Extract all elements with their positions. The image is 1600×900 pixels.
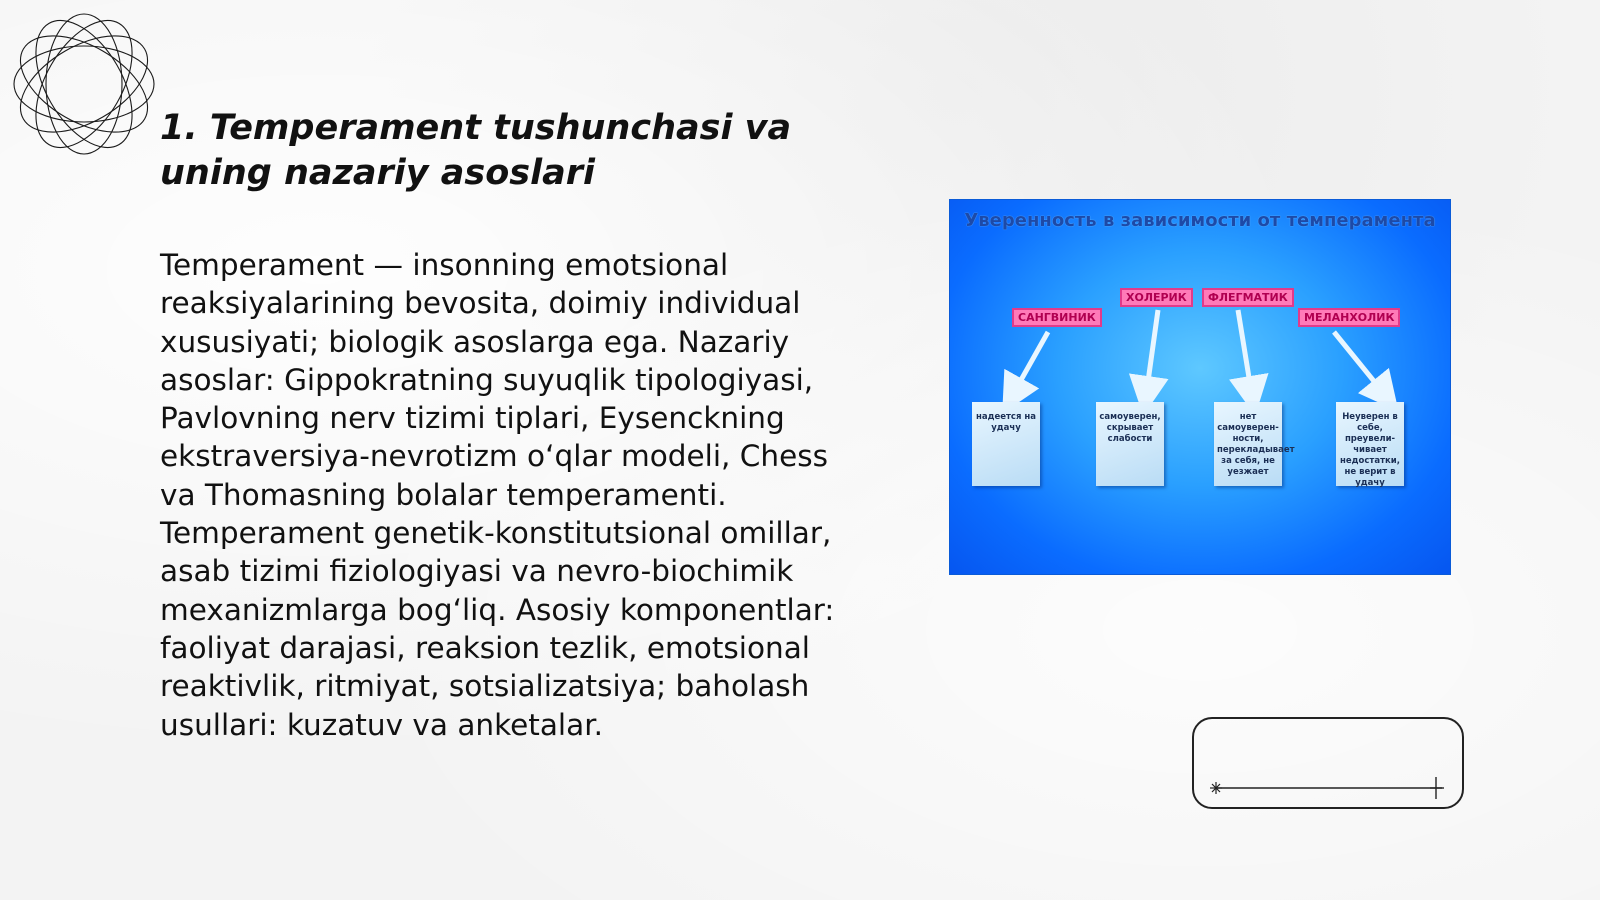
diagram-note-melancholic: Неуверен в себе, преувели-чивает недостатки, не верит в удачу [1336, 402, 1404, 486]
slide-body-text: Temperament — insonning emotsional reaksiyalarining bevosita, doimiy individual xususiyati; biologik asoslarga ega. Nazariy asoslar: Gippokratning suyuqlik tipologiyasi, Pavlovning nerv tizimi tiplari, Eysenckning ekstraversiya-nevrotizm o‘qlar modeli, Chess va Thomasning bolalar temperamenti. Temperament genetik-konstitutsional omillar, asab tizimi fiziologiyasi va nevro-biochimik mexanizmlarga bog‘liq. Asosiy komponentlar: faoliyat darajasi, reaksion tezlik, emotsional reaktivlik, ritmiyat, sotsializatsiya; baholash usullari: kuzatuv va anketalar. [160, 248, 835, 742]
diagram-label-melancholic: МЕЛАНХОЛИК [1298, 308, 1400, 327]
diagram-label-phlegmatic: ФЛЕГМАТИК [1202, 288, 1294, 307]
decorative-timeline-box [1192, 717, 1464, 809]
diagram-note-phlegmatic: нет самоуверен-ности, перекладывает за себя, не уезжает [1214, 402, 1282, 486]
diagram-arrows [950, 200, 1450, 574]
slide-title: 1. Temperament tushunchasi va uning nazariy asoslari [160, 108, 792, 193]
diagram-note-choleric: самоуверен, скрывает слабости [1096, 402, 1164, 486]
timeline-slider-icon [1194, 719, 1462, 807]
temperament-diagram-image [950, 200, 1450, 574]
diagram-label-choleric: ХОЛЕРИК [1120, 288, 1193, 307]
diagram-title: Уверенность в зависимости от темперамента [964, 210, 1436, 231]
diagram-note-sanguine: надеется на удачу [972, 402, 1040, 486]
diagram-label-sanguine: САНГВИНИК [1012, 308, 1102, 327]
orbit-rings-icon [10, 10, 158, 158]
